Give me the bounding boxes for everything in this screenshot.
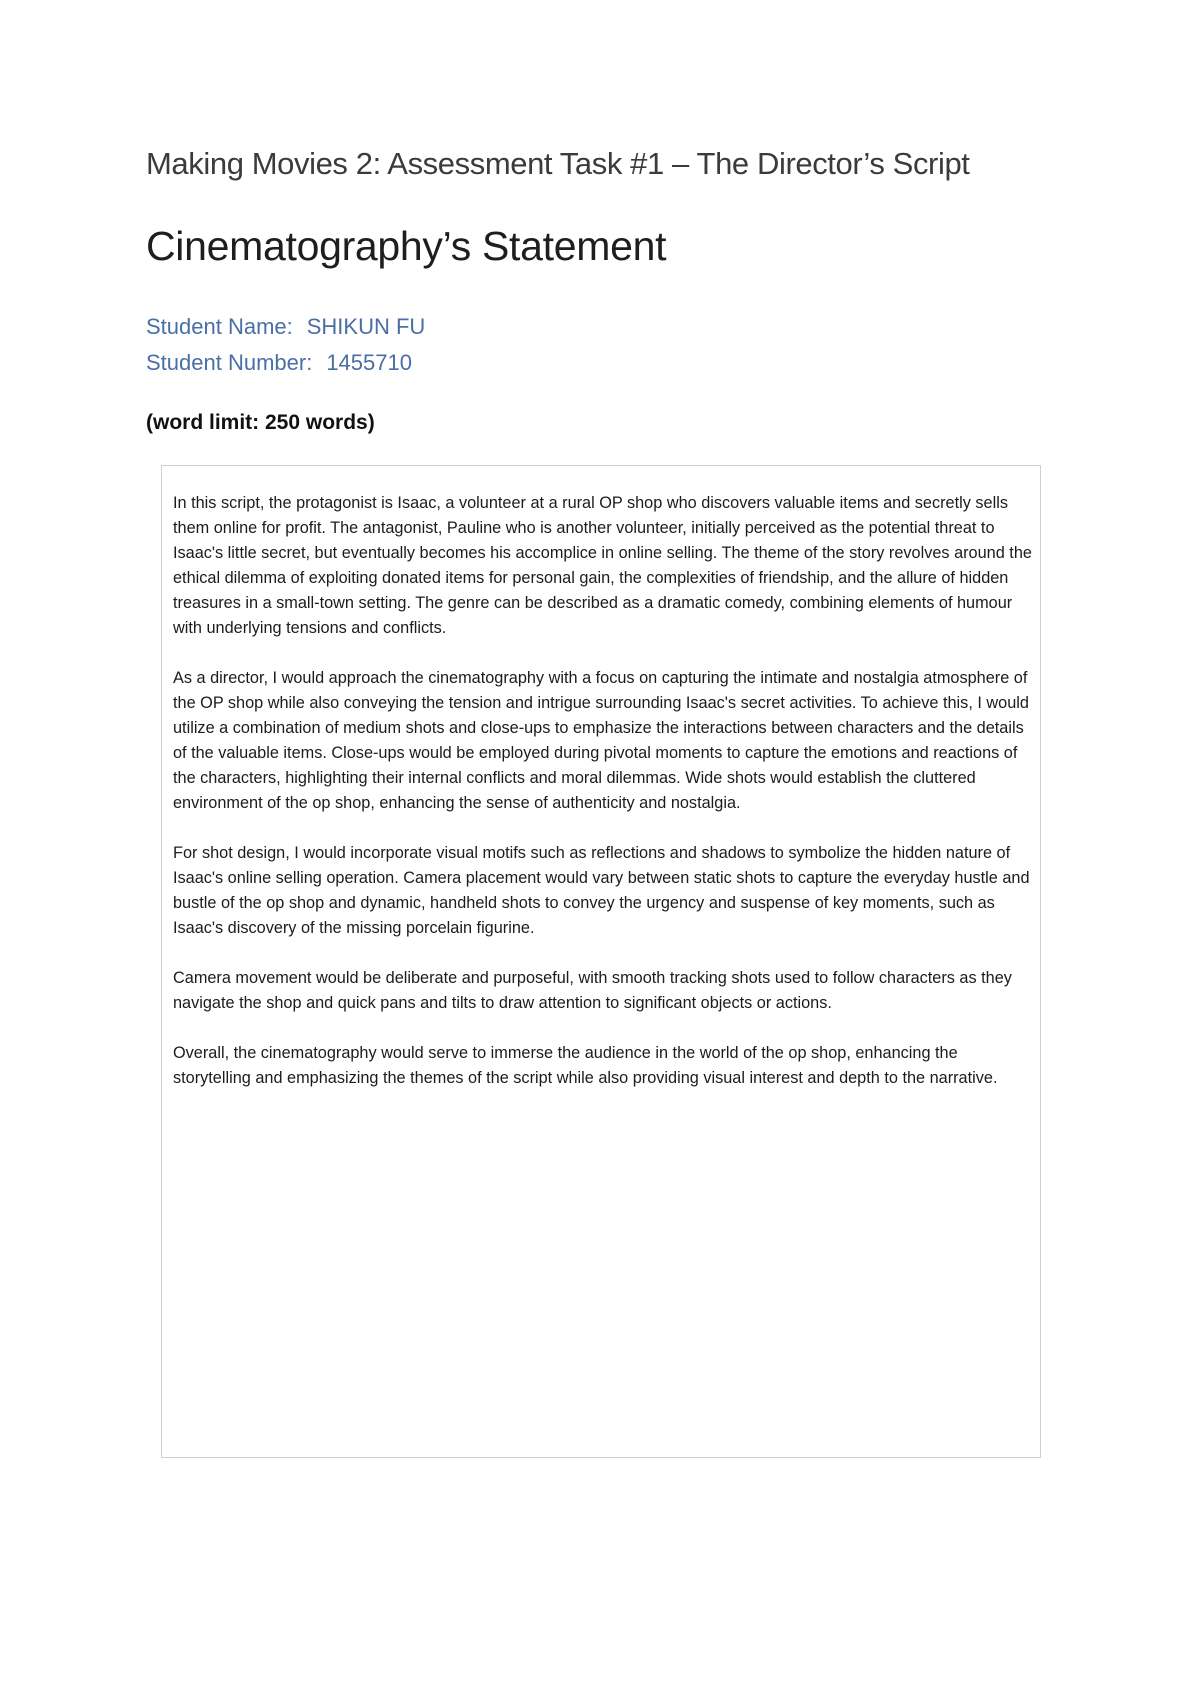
- page-title: Cinematography’s Statement: [146, 223, 667, 269]
- statement-body: [173, 491, 1033, 1116]
- statement-paragraph: Camera movement would be deliberate and purposeful, with smooth tracking shots used to follow characters as they navigate the shop and quick pans and tilts to draw attention to significant objects or actions.: [173, 969, 1012, 1012]
- statement-paragraph: For shot design, I would incorporate visual motifs such as reflections and shadows to symbolize the hidden nature of Isaac's online selling operation. Camera placement would vary between static shots to capture the everyday hustle and bustle of the op shop and dynamic, handheld shots to convey the urgency and suspense of key moments, such as Isaac's discovery of the missing porcelain figurine.: [173, 844, 1030, 937]
- statement-text-box: [161, 465, 1041, 1458]
- word-limit-note: (word limit: 250 words): [146, 411, 375, 434]
- course-title: Making Movies 2: Assessment Task #1 – The Director’s Script: [146, 146, 970, 181]
- student-number-value: 1455710: [326, 350, 412, 375]
- statement-paragraph: As a director, I would approach the cinematography with a focus on capturing the intimate and nostalgia atmosphere of the OP shop while also conveying the tension and intrigue surrounding Isaac's secret activities. To achieve this, I would utilize a combination of medium shots and close-ups to emphasize the interactions between characters and the details of the valuable items. Close-ups would be employed during pivotal moments to capture the emotions and reactions of the characters, highlighting their internal conflicts and moral dilemmas. Wide shots would establish the cluttered environment of the op shop, enhancing the sense of authenticity and nostalgia.: [173, 669, 1029, 812]
- student-number-label: Student Number:: [146, 350, 313, 375]
- student-name-value: SHIKUN FU: [306, 314, 426, 339]
- statement-paragraph: Overall, the cinematography would serve to immerse the audience in the world of the op shop, enhancing the storytelling and emphasizing the themes of the script while also providing visual interest and depth to the narrative.: [173, 1044, 998, 1087]
- student-name-row: [146, 314, 425, 340]
- statement-paragraph: In this script, the protagonist is Isaac, a volunteer at a rural OP shop who discovers valuable items and secretly sells them online for profit. The antagonist, Pauline who is another volunteer, initially perceived as the potential threat to Isaac's little secret, but eventually becomes his accomplice in online selling. The theme of the story revolves around the ethical dilemma of exploiting donated items for personal gain, the complexities of friendship, and the allure of hidden treasures in a small-town setting. The genre can be described as a dramatic comedy, combining elements of humour with underlying tensions and conflicts.: [173, 494, 1032, 637]
- student-number-row: [146, 350, 412, 376]
- student-name-label: Student Name:: [146, 314, 293, 339]
